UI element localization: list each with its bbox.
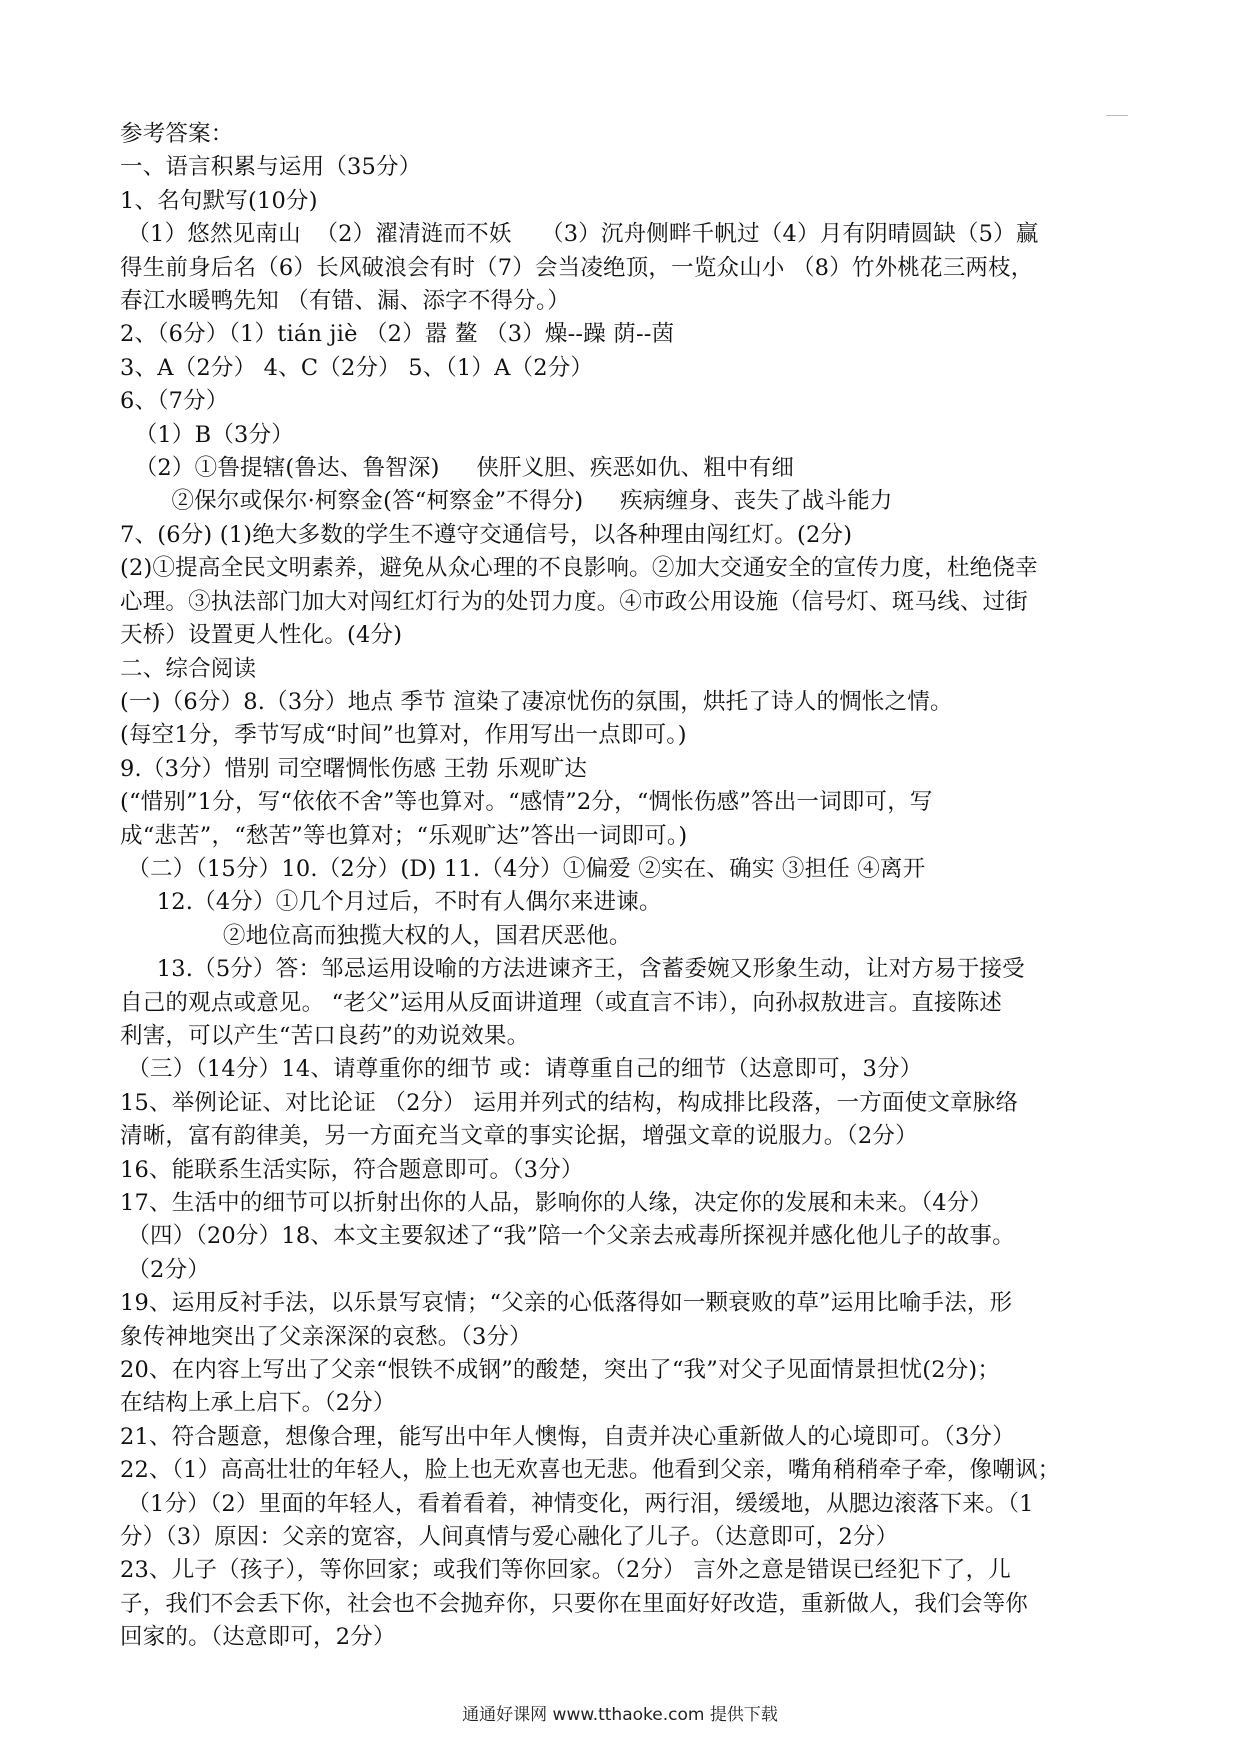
text-line: （1）B（3分） <box>120 421 294 448</box>
text-line: 1、名句默写(10分) <box>120 187 318 214</box>
answer-key-body <box>120 118 1130 1655</box>
text-line: (每空1分，季节写成“时间”也算对，作用写出一点即可。) <box>120 722 687 749</box>
text-line: （1）悠然见南山 （2）濯清涟而不妖 （3）沉舟侧畔千帆过（4）月有阴晴圆缺（5）赢 <box>120 221 1039 248</box>
text-line: 15、举例论证、对比论证 （2分） 运用并列式的结构，构成排比段落，一方面使文章脉络 <box>120 1089 1019 1116</box>
text-line: 子，我们不会丢下你，社会也不会抛弃你，只要你在里面好好改造，重新做人，我们会等你 <box>120 1590 1029 1617</box>
text-line: 21、符合题意，想像合理，能写出中年人懊悔，自责并决心重新做人的心境即可。（3分） <box>120 1423 1015 1450</box>
text-line: （三）（14分）14、请尊重你的细节 或：请尊重自己的细节（达意即可，3分） <box>120 1056 923 1083</box>
text-line: 自己的观点或意见。 “老父”运用从反面讲道理（或直言不讳），向孙叔敖进言。直接陈述 <box>120 989 1003 1016</box>
text-line: 3、A（2分） 4、C（2分） 5、（1）A（2分） <box>120 354 594 381</box>
section-heading: 参考答案： <box>120 121 234 147</box>
text-line: 22、（1）高高壮壮的年轻人，脸上也无欢喜也无悲。他看到父亲，嘴角稍稍牵子牵，像嘲讽； <box>120 1457 1061 1484</box>
text-line: 17、生活中的细节可以折射出你的人品，影响你的人缘，决定你的发展和未来。（4分） <box>120 1190 993 1216</box>
text-line: (“惜别”1分，写“依依不舍”等也算对。“感情”2分，“惆怅伤感”答出一词即可，写 <box>120 789 933 816</box>
text-line: 成“悲苦”，“愁苦”等也算对；“乐观旷达”答出一词即可。) <box>120 822 688 849</box>
text-line: ②地位高而独揽大权的人，国君厌恶他。 <box>120 922 632 949</box>
text-line: （2）①鲁提辖(鲁达、鲁智深) 侠肝义胆、疾恶如仇、粗中有细 <box>120 455 795 482</box>
text-line: 心理。③执法部门加大对闯红灯行为的处罚力度。④市政公用设施（信号灯、斑马线、过街 <box>120 588 1029 615</box>
text-line: （2分） <box>120 1256 210 1283</box>
text-line: 2、（6分）（1）tián jiè （2）嚣 鳌 （3）燥--躁 荫--茵 <box>120 321 675 348</box>
text-line: 12.（4分）①几个月过后，不时有人偶尔来进谏。 <box>120 889 662 916</box>
text-line: （四）（20分）18、本文主要叙述了“我”陪一个父亲去戒毒所探视并感化他儿子的故事。 <box>120 1223 1015 1250</box>
footer-download-note: 通通好课网 www.tthaoke.com 提供下载 <box>462 1705 778 1725</box>
text-line: 得生前身后名（6）长风破浪会有时（7）会当凌绝顶，一览众山小 （8）竹外桃花三两枝， <box>120 254 1034 281</box>
text-line: 一、语言积累与运用（35分） <box>120 154 422 181</box>
text-line: 6、（7分） <box>120 388 229 415</box>
text-line: 回家的。（达意即可，2分） <box>120 1624 396 1651</box>
text-line: 清晰，富有韵律美，另一方面充当文章的事实论据，增强文章的说服力。（2分） <box>120 1123 918 1150</box>
text-line: 9.（3分）惜别 司空曙惆怅伤感 王勃 乐观旷达 <box>120 755 588 782</box>
text-line: 利害，可以产生“苦口良药”的劝说效果。 <box>120 1022 530 1049</box>
text-line: 23、儿子（孩子），等你回家；或我们等你回家。（2分） 言外之意是错误已经犯下了，儿 <box>120 1557 1011 1584</box>
text-line: 象传神地突出了父亲深深的哀愁。（3分） <box>120 1323 532 1350</box>
text-line: 二、综合阅读 <box>120 655 257 682</box>
text-line: 天桥）设置更人性化。(4分) <box>120 622 403 649</box>
text-line: (一)（6分）8.（3分）地点 季节 渲染了凄凉忧伤的氛围，烘托了诗人的惆怅之情。 <box>120 688 953 715</box>
text-line: 13.（5分）答：邹忌运用设喻的方法进谏齐王，含蓄委婉又形象生动，让对方易于接受 <box>120 956 1025 983</box>
text-line: （1分）（2）里面的年轻人，看着看着，神情变化，两行泪，缓缓地，从腮边滚落下来。（1 <box>120 1490 1034 1517</box>
text-line: ②保尔或保尔·柯察金(答“柯察金”不得分) 疾病缠身、丧失了战斗能力 <box>120 488 893 515</box>
text-line: 春江水暖鸭先知 （有错、漏、添字不得分。） <box>120 288 571 315</box>
text-line: 7、(6分) (1)绝大多数的学生不遵守交通信号，以各种理由闯红灯。(2分) <box>120 521 853 548</box>
text-line: 19、运用反衬手法，以乐景写哀情；“父亲的心低落得如一颗衰败的草”运用比喻手法，形 <box>120 1290 1013 1317</box>
text-line: 分）（3）原因：父亲的宽容，人间真情与爱心融化了儿子。（达意即可，2分） <box>120 1524 899 1551</box>
text-line: （二）（15分）10.（2分）(D) 11.（4分）①偏爱 ②实在、确实 ③担任 ④离开 <box>120 855 926 882</box>
edge-mark <box>1106 115 1128 116</box>
text-line: 在结构上承上启下。（2分） <box>120 1390 396 1417</box>
text-line: 20、在内容上写出了父亲“恨铁不成钢”的酸楚，突出了“我”对父子见面情景担忧(2分)； <box>120 1357 1001 1384</box>
text-line: 16、能联系生活实际，符合题意即可。（3分） <box>120 1156 584 1183</box>
text-line: (2)①提高全民文明素养，避免从众心理的不良影响。②加大交通安全的宣传力度，杜绝侥幸 <box>120 555 1038 582</box>
